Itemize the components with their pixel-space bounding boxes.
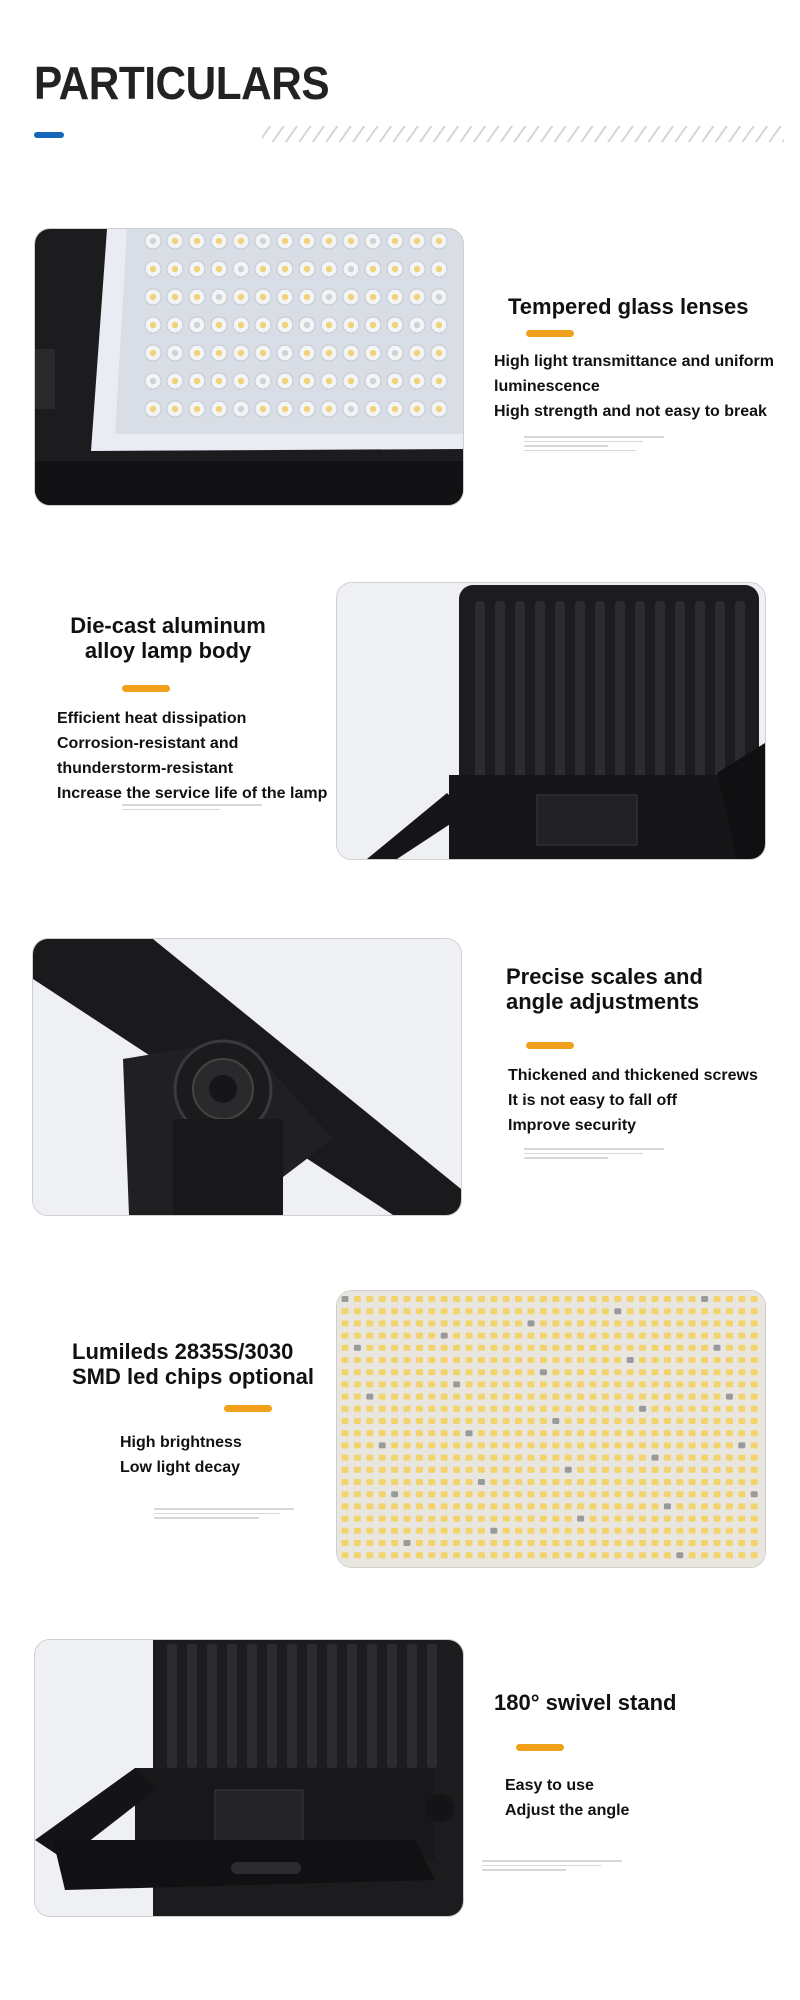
- fine-print-decoration: [482, 1860, 622, 1874]
- feature-point: Easy to use: [505, 1777, 594, 1794]
- feature-points: [505, 1773, 629, 1823]
- feature-point: Improve security: [508, 1117, 637, 1134]
- heatsink-housing-icon: [336, 582, 766, 860]
- heading-line: Lumileds 2835S/3030: [72, 1339, 294, 1364]
- angle-scale-icon: [32, 938, 462, 1216]
- title-accent-bar: [34, 132, 64, 138]
- feature-point: Corrosion-resistant and: [57, 735, 239, 752]
- fine-print-decoration: [154, 1508, 294, 1522]
- heading-underline: [122, 685, 170, 692]
- feature-point: High strength and not easy to break: [494, 403, 767, 420]
- feature-heading: [506, 964, 703, 1014]
- heading-line: alloy lamp body: [84, 638, 252, 663]
- heading-line: angle adjustments: [506, 989, 700, 1014]
- feature-point: luminescence: [494, 378, 600, 395]
- feature-heading: [72, 1339, 314, 1389]
- led-lens-panel-icon: [34, 228, 464, 506]
- heading-underline: [516, 1744, 564, 1751]
- heading-underline: [526, 1042, 574, 1049]
- feature-points: [120, 1430, 242, 1480]
- feature-point: It is not easy to fall off: [508, 1092, 677, 1109]
- feature-point: High brightness: [120, 1434, 242, 1451]
- fine-print-decoration: [524, 1148, 664, 1162]
- feature-point: High light transmittance and uniform: [494, 353, 775, 370]
- feature-point: Low light decay: [120, 1459, 241, 1476]
- feature-point: Efficient heat dissipation: [57, 710, 247, 727]
- heading-underline: [526, 330, 574, 337]
- feature-points: [57, 706, 327, 806]
- feature-heading: Tempered glass lenses: [508, 294, 749, 319]
- feature-points: [508, 1063, 758, 1138]
- feature-point: Increase the service life of the lamp: [57, 785, 328, 802]
- smd-led-array-icon: [336, 1290, 766, 1568]
- feature-point: Adjust the angle: [505, 1802, 630, 1819]
- feature-point: thunderstorm-resistant: [57, 760, 234, 777]
- page-title: PARTICULARS: [34, 57, 330, 109]
- heading-underline: [224, 1405, 272, 1412]
- swivel-bracket-icon: [34, 1639, 464, 1917]
- heading-line: Die-cast aluminum: [70, 613, 266, 638]
- feature-point: Thickened and thickened screws: [508, 1067, 758, 1084]
- feature-heading: 180° swivel stand: [494, 1690, 677, 1715]
- heading-line: Precise scales and: [506, 964, 703, 989]
- title-hatch-divider: [262, 126, 784, 142]
- fine-print-decoration: [524, 436, 664, 454]
- fine-print-decoration: [122, 804, 262, 813]
- feature-points: [494, 349, 774, 424]
- feature-heading: [58, 613, 278, 663]
- heading-line: SMD led chips optional: [72, 1364, 315, 1389]
